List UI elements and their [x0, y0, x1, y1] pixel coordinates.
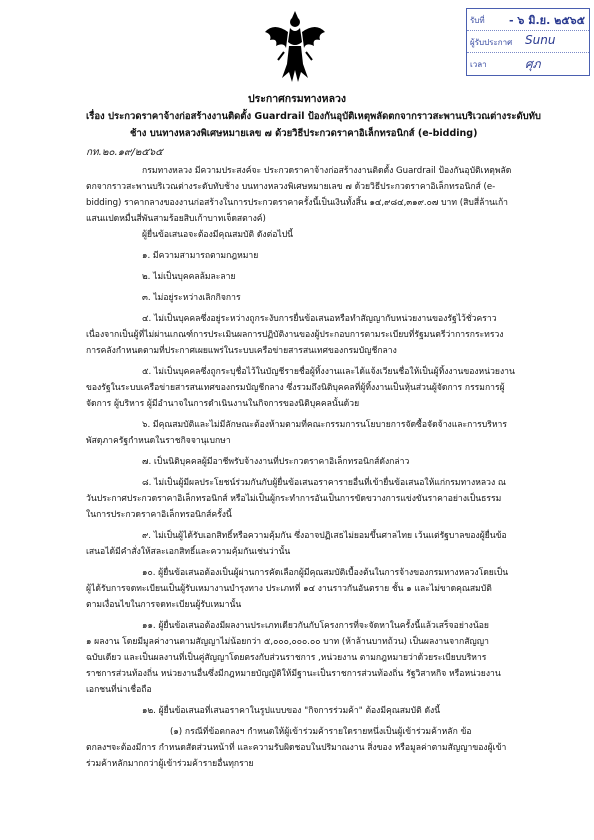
- body-line: ราชการส่วนท้องถิ่น หน่วยงานอื่นซึ่งมีกฎหมายบัญญัติให้มีฐานะเป็นราชการส่วนท้องถิ่น รัฐวิสาหกิจ หรือหน่วยงาน: [86, 669, 501, 679]
- stamp-date-label: รับที่: [470, 16, 485, 25]
- stamp-time-signature: ศุภ: [525, 57, 541, 71]
- body-line: ร่วมค้าหลักมากกว่าผู้เข้าร่วมค้ารายอื่นทุกราย: [86, 759, 254, 769]
- qualification-item: ๓. ไม่อยู่ระหว่างเลิกกิจการ: [142, 293, 241, 303]
- qualification-item: ๘. ไม่เป็นผู้มีผลประโยชน์ร่วมกันกับผู้ยื่นข้อเสนอราคารายอื่นที่เข้ายื่นข้อเสนอให้แก่กรมทางหลวง ณ: [142, 478, 506, 488]
- reference-number: กท.๒๐.๑๙/๒๕๖๕: [86, 147, 163, 158]
- qualification-item: ๗. เป็นนิติบุคคลผู้มีอาชีพรับจ้างงานที่ประกวดราคาอิเล็กทรอนิกส์ดังกล่าว: [142, 457, 410, 467]
- body-line: กรมทางหลวง มีความประสงค์จะ ประกวดราคาจ้างก่อสร้างงานติดตั้ง Guardrail ป้องกันอุบัติเหตุพลัด: [142, 166, 512, 176]
- body-line: ตามเงื่อนไขในการจดทะเบียนผู้รับเหมานั้น: [86, 600, 242, 610]
- body-line: แสนแปดหมื่นสี่พันสามร้อยสิบเก้าบาทเจ็ดสตางค์): [86, 214, 266, 224]
- subject-line: ช้าง บนทางหลวงพิเศษหมายเลข ๗ ด้วยวิธีประกวดราคาอิเล็กทรอนิกส์ (e-bidding): [130, 128, 478, 139]
- body-line: เอกชนที่น่าเชื่อถือ: [86, 685, 152, 695]
- body-line: เนื่องจากเป็นผู้ที่ไม่ผ่านเกณฑ์การประเมินผลการปฏิบัติงานของผู้ประกอบการตามระเบียบที่รัฐมนตรีว่าการกระทรวง: [86, 330, 504, 340]
- qualification-item: ๑๐. ผู้ยื่นข้อเสนอต้องเป็นผู้ผ่านการคัดเลือกผู้มีคุณสมบัติเบื้องต้นในการจ้างของกรมทางหลวงโดยเป็น: [142, 568, 509, 578]
- qualification-item: ๕. ไม่เป็นบุคคลซึ่งถูกระบุชื่อไว้ในบัญชีรายชื่อผู้ทิ้งงานและได้แจ้งเวียนชื่อให้เป็นผู้ทิ้งงานของหน่วยงาน: [142, 367, 515, 377]
- qualification-item: ๑. มีความสามารถตามกฎหมาย: [142, 251, 259, 261]
- body-line: ตกจากราวสะพานบริเวณต่างระดับทับช้าง บนทางหลวงพิเศษหมายเลข ๗ ด้วยวิธีประกวดราคาอิเล็กทรอนิกส์ (e-: [86, 182, 496, 192]
- body-line: ตกลงฯจะต้องมีการ กำหนดสัดส่วนหน้าที่ และความรับผิดชอบในปริมาณงาน สิ่งของ หรือมูลค่าตามสัญญาของผู้เข้า: [86, 743, 507, 753]
- qualification-item: ๑๑. ผู้ยื่นข้อเสนอต้องมีผลงานประเภทเดียวกันกับโครงการที่จะจัดหาในครั้งนี้แล้วเสร็จอย่างน้อย: [142, 621, 489, 631]
- qualification-item: ๔. ไม่เป็นบุคคลซึ่งอยู่ระหว่างถูกระงับการยื่นข้อเสนอหรือทำสัญญากับหน่วยงานของรัฐไว้ชั่วคราว: [142, 314, 497, 324]
- body-line: วันประกาศประกวดราคาอิเล็กทรอนิกส์ หรือไม่เป็นผู้กระทำการอันเป็นการขัดขวางการแข่งขันราคาอย่างเป็นธรรม: [86, 494, 502, 504]
- stamp-date-value: - ๖ มิ.ย. ๒๕๖๕: [509, 14, 585, 27]
- subject-line: เรื่อง ประกวดราคาจ้างก่อสร้างงานติดตั้ง Guardrail ป้องกันอุบัติเหตุพลัดตกจากราวสะพานบริเวณต่างระดับทับ: [86, 111, 541, 122]
- body-line: ผู้ได้รับการจดทะเบียนเป็นผู้รับเหมางานบำรุงทาง ประเภทที่ ๑๔ งานราวกันอันตราย ชั้น ๑ และไม่ขาดคุณสมบัติ: [86, 584, 492, 594]
- sub-item: (๑) กรณีที่ข้อตกลงฯ กำหนดให้ผู้เข้าร่วมค้ารายใดรายหนึ่งเป็นผู้เข้าร่วมค้าหลัก ข้อ: [170, 727, 472, 737]
- qualification-item: ๑๒. ผู้ยื่นข้อเสนอที่เสนอราคาในรูปแบบของ "กิจการร่วมค้า" ต้องมีคุณสมบัติ ดังนี้: [142, 706, 441, 716]
- qualification-item: ๙. ไม่เป็นผู้ได้รับเอกสิทธิ์หรือความคุ้มกัน ซึ่งอาจปฏิเสธไม่ยอมขึ้นศาลไทย เว้นแต่รัฐบาลของผู้ยื่นข้อ: [142, 531, 507, 541]
- document-title: ประกาศกรมทางหลวง: [247, 93, 347, 105]
- body-line: ๑ ผลงาน โดยมีมูลค่างานตามสัญญาไม่น้อยกว่า ๕,๐๐๐,๐๐๐.๐๐ บาท (ห้าล้านบาทถ้วน) เป็นผลงานจากสัญญา: [86, 637, 489, 647]
- qualification-item: ๖. มีคุณสมบัติและไม่มีลักษณะต้องห้ามตามที่คณะกรรมการนโยบายการจัดซื้อจัดจ้างและการบริหาร: [142, 420, 507, 430]
- body-line: bidding) ราคากลางของงานก่อสร้างในการประกวดราคาครั้งนี้เป็นเงินทั้งสิ้น ๑๔,๙๘๔,๓๑๙.๐๗ บาท (สิบสี่ล้านเก้า: [86, 198, 509, 208]
- qualification-item: ๒. ไม่เป็นบุคคลล้มละลาย: [142, 272, 236, 282]
- body-line: จัดการ ผู้บริหาร ผู้มีอำนาจในการดำเนินงานในกิจการของนิติบุคคลนั้นด้วย: [86, 399, 360, 409]
- body-line: ในการประกวดราคาอิเล็กทรอนิกส์ครั้งนี้: [86, 510, 232, 520]
- qualifications-heading: ผู้ยื่นข้อเสนอจะต้องมีคุณสมบัติ ดังต่อไปนี้: [142, 230, 294, 240]
- stamp-receiver-signature: Sunu: [525, 33, 556, 47]
- received-stamp: [466, 8, 590, 76]
- body-line: เสนอได้มีคำสั่งให้สละเอกสิทธิ์และความคุ้มกันเช่นว่านั้น: [86, 547, 291, 557]
- body-line: ฉบับเดียว และเป็นผลงานที่เป็นคู่สัญญาโดยตรงกับส่วนราชการ ,หน่วยงาน ตามกฎหมายว่าด้วยระเบียบบริหาร: [86, 653, 487, 663]
- document-body: [86, 163, 554, 772]
- body-line: การคลังกำหนดตามที่ประกาศเผยแพร่ในระบบเครือข่ายสารสนเทศของกรมบัญชีกลาง: [86, 346, 397, 356]
- garuda-emblem-icon: [262, 8, 328, 86]
- stamp-receiver-label: ผู้รับประกาศ: [470, 38, 513, 47]
- stamp-time-label: เวลา: [470, 60, 487, 69]
- subject-block: [86, 108, 556, 142]
- body-line: ของรัฐในระบบเครือข่ายสารสนเทศของกรมบัญชีกลาง ซึ่งรวมถึงนิติบุคคลที่ผู้ทิ้งงานเป็นหุ้นส่วนผู้จัดการ กรรมการผู้: [86, 383, 505, 393]
- body-line: พัสดุภาครัฐกำหนดในราชกิจจานุเบกษา: [86, 436, 231, 446]
